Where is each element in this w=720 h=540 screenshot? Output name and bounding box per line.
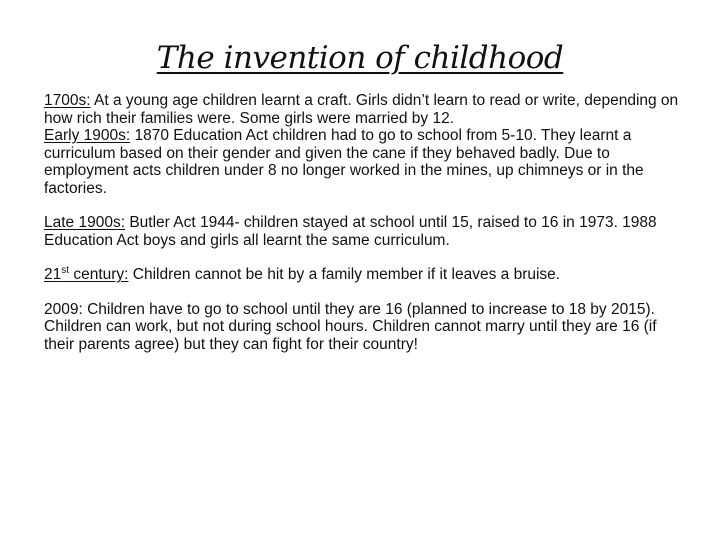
paragraph-label: 1700s: <box>44 92 91 109</box>
label-ordinal-suffix: st <box>61 265 70 276</box>
spacer <box>44 197 684 214</box>
label-rest: century: <box>69 266 129 283</box>
paragraph-2009 <box>44 301 684 354</box>
paragraph-text: 2009: Children have to go to school until they are 16 (planned to increase to 18 by 2015). Children can work, but not during school hours. Children cannot marry until they are 16 (if their parents agree) but they can fight for their country! <box>44 300 657 353</box>
slide-body <box>44 92 684 353</box>
paragraph-text: Butler Act 1944- children stayed at school until 15, raised to 16 in 1973. 1988 Education Act boys and girls all learnt the same curriculum. <box>44 214 657 249</box>
paragraph-label: Early 1900s: <box>44 127 131 144</box>
paragraph-label: Late 1900s: <box>44 214 126 231</box>
slide-title-text: The invention of childhood <box>156 40 564 76</box>
spacer <box>44 284 684 301</box>
paragraph-late-1900s <box>44 214 684 249</box>
paragraph-21st-century <box>44 266 684 284</box>
paragraph-1700s <box>44 92 684 127</box>
paragraph-text: At a young age children learnt a craft. Girls didn’t learn to read or write, depending on how rich their families were. Some girls were married by 12. <box>44 92 679 127</box>
paragraph-label <box>44 266 128 283</box>
slide-title <box>0 40 720 76</box>
label-number: 21 <box>44 266 62 283</box>
paragraph-text: Children cannot be hit by a family member if it leaves a bruise. <box>128 266 561 283</box>
paragraph-early-1900s <box>44 127 684 197</box>
spacer <box>44 249 684 266</box>
paragraph-text: 1870 Education Act children had to go to school from 5-10. They learnt a curriculum based on their gender and given the cane if they behaved badly. Due to employment acts children under 8 no longer worked in the mines, up chimneys or in the factories. <box>44 127 644 197</box>
